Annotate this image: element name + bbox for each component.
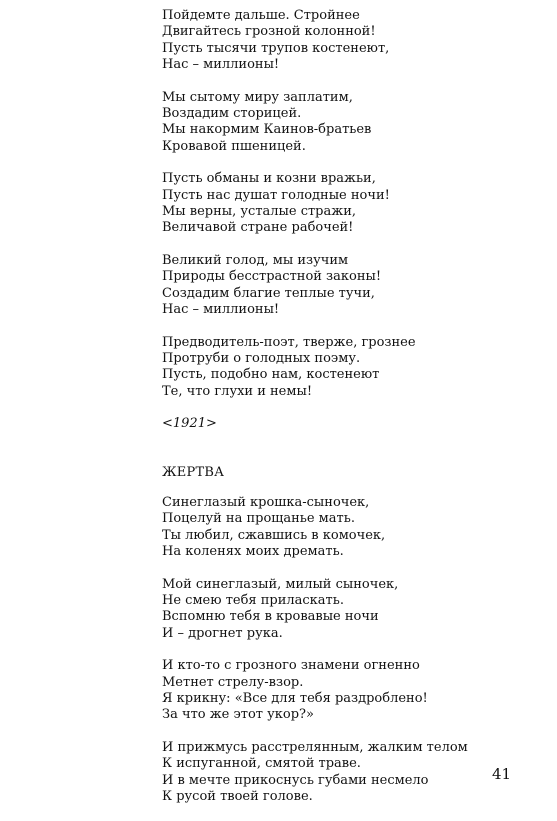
poem-2 bbox=[162, 465, 522, 806]
stanza bbox=[162, 740, 522, 806]
stanza bbox=[162, 335, 522, 401]
verse-line: Природы бесстрастной законы! bbox=[162, 269, 382, 285]
stanza bbox=[162, 495, 522, 561]
verse-line: И прижмусь расстрелянным, жалким телом bbox=[162, 739, 468, 755]
poem-title: ЖЕРТВА bbox=[162, 464, 225, 480]
poem-date: <1921> bbox=[162, 416, 217, 432]
verse-line: Пусть обманы и козни вражьи, bbox=[162, 171, 376, 187]
verse-line: Двигайтесь грозной колонной! bbox=[162, 24, 376, 40]
stanza bbox=[162, 8, 522, 74]
verse-line: Пойдемте дальше. Стройнее bbox=[162, 8, 360, 23]
stanza bbox=[162, 90, 522, 156]
verse-line: Кровавой пшеницей. bbox=[162, 138, 306, 154]
verse-line: Поцелуй на прощанье мать. bbox=[162, 511, 355, 527]
poem-1 bbox=[162, 8, 522, 433]
verse-line: Предводитель-поэт, тверже, грознее bbox=[162, 334, 416, 350]
verse-line: Создадим благие теплые тучи, bbox=[162, 285, 375, 301]
verse-line: К испуганной, смятой траве. bbox=[162, 756, 361, 772]
verse-line: Не смею тебя приласкать. bbox=[162, 592, 344, 608]
verse-line: Мы сытому миру заплатим, bbox=[162, 89, 353, 105]
verse-line: И – дрогнет рука. bbox=[162, 625, 283, 641]
verse-line: Те, что глухи и немы! bbox=[162, 383, 313, 399]
stanza bbox=[162, 171, 522, 237]
verse-line: К русой твоей голове. bbox=[162, 789, 313, 805]
verse-line: И в мечте прикоснусь губами несмело bbox=[162, 772, 429, 788]
verse-line: За что же этот укор?» bbox=[162, 707, 314, 723]
verse-line: Я крикну: «Все для тебя раздроблено! bbox=[162, 691, 428, 706]
verse-line: Пусть нас душат голодные ночи! bbox=[162, 187, 390, 203]
verse-line: Нас – миллионы! bbox=[162, 57, 280, 73]
verse-line: Великий голод, мы изучим bbox=[162, 252, 349, 268]
stanza bbox=[162, 253, 522, 319]
verse-line: Протруби о голодных поэму. bbox=[162, 350, 361, 366]
verse-line: Вспомню тебя в кровавые ночи bbox=[162, 609, 379, 625]
verse-line: Нас – миллионы! bbox=[162, 302, 280, 318]
verse-line: Пусть тысячи трупов костенеют, bbox=[162, 40, 390, 56]
verse-line: Воздадим сторицей. bbox=[162, 106, 302, 122]
stanza bbox=[162, 658, 522, 724]
verse-line: Синеглазый крошка-сыночек, bbox=[162, 494, 370, 510]
verse-line: Мой синеглазый, милый сыночек, bbox=[162, 576, 399, 592]
page-number: 41 bbox=[492, 765, 512, 783]
verse-line: Мы верны, усталые стражи, bbox=[162, 204, 357, 220]
verse-line: Величавой стране рабочей! bbox=[162, 220, 354, 236]
verse-line: Метнет стрелу-взор. bbox=[162, 674, 304, 690]
verse-line: На коленях моих дремать. bbox=[162, 544, 344, 560]
verse-line: Пусть, подобно нам, костенеют bbox=[162, 367, 380, 383]
verse-line: Ты любил, сжавшись в комочек, bbox=[162, 527, 386, 543]
stanza bbox=[162, 577, 522, 643]
verse-line: И кто-то с грозного знамени огненно bbox=[162, 658, 420, 674]
verse-line: Мы накормим Каинов-братьев bbox=[162, 122, 372, 138]
page-content bbox=[162, 8, 522, 821]
